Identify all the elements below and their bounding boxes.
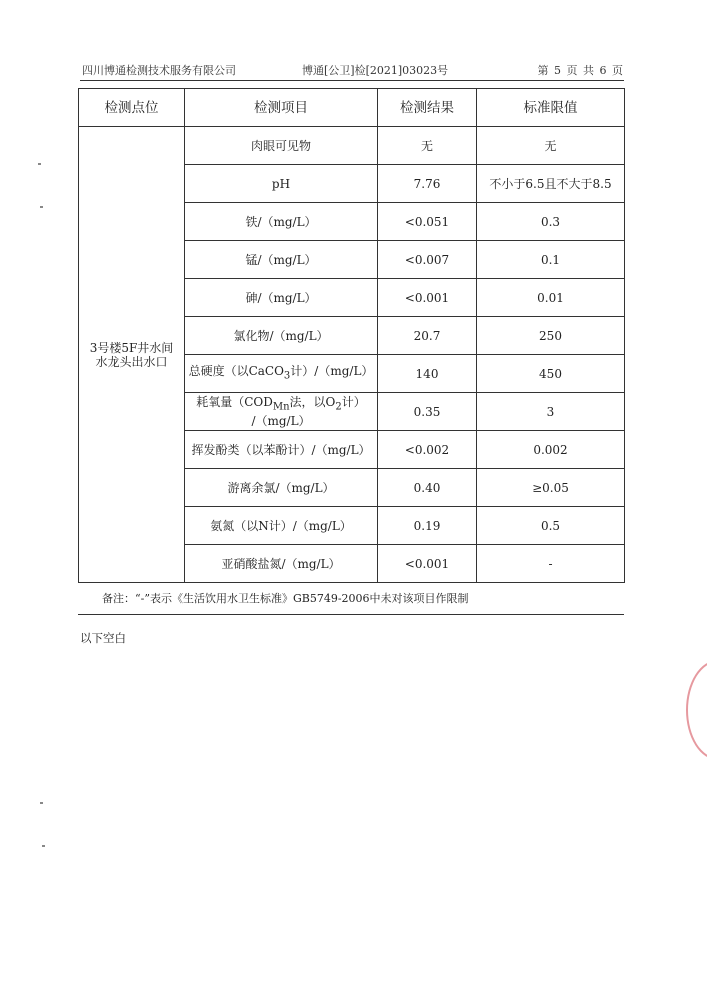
item-cell: 砷/（mg/L） xyxy=(185,279,378,317)
result-cell: <0.002 xyxy=(378,431,477,469)
limit-cell: 0.5 xyxy=(477,507,625,545)
results-table xyxy=(78,88,625,583)
location-line-2: 水龙头出水口 xyxy=(95,354,168,369)
result-cell: 140 xyxy=(378,355,477,393)
result-cell: <0.001 xyxy=(378,545,477,583)
item-cell xyxy=(185,393,378,431)
scan-speck xyxy=(40,802,43,804)
page-header xyxy=(80,62,624,81)
company-name: 四川博通检测技术服务有限公司 xyxy=(82,64,236,77)
limit-cell: 0.3 xyxy=(477,203,625,241)
result-cell: <0.051 xyxy=(378,203,477,241)
result-cell: 0.35 xyxy=(378,393,477,431)
item-cell: 挥发酚类（以苯酚计）/（mg/L） xyxy=(185,431,378,469)
result-cell: 无 xyxy=(378,127,477,165)
limit-cell: 3 xyxy=(477,393,625,431)
item-cell: 游离余氯/（mg/L） xyxy=(185,469,378,507)
end-of-content-text: 以下空白 xyxy=(80,631,126,645)
limit-cell: ≥0.05 xyxy=(477,469,625,507)
remark-row xyxy=(78,580,624,615)
remark-text: 备注：“-”表示《生活饮用水卫生标准》GB5749-2006中未对该项目作限制 xyxy=(102,592,469,605)
header-item: 检测项目 xyxy=(185,89,378,127)
item-text: 总硬度（以CaCO xyxy=(188,363,284,378)
page-number: 第 5 页 共 6 页 xyxy=(537,64,624,77)
table-row xyxy=(79,127,625,165)
item-cell xyxy=(185,355,378,393)
item-cell: 肉眼可见物 xyxy=(185,127,378,165)
item-line-1 xyxy=(185,395,377,414)
table-header-row xyxy=(79,89,625,127)
scan-speck xyxy=(42,845,45,847)
limit-cell: 不小于6.5且不大于8.5 xyxy=(477,165,625,203)
limit-cell: 无 xyxy=(477,127,625,165)
item-cell: 氯化物/（mg/L） xyxy=(185,317,378,355)
scan-speck xyxy=(38,163,41,165)
item-text: 计）/（mg/L） xyxy=(290,363,374,378)
item-subscript: Mn xyxy=(272,401,290,413)
limit-cell: 0.1 xyxy=(477,241,625,279)
result-cell: 0.19 xyxy=(378,507,477,545)
result-cell: <0.001 xyxy=(378,279,477,317)
result-cell: 0.40 xyxy=(378,469,477,507)
header-location: 检测点位 xyxy=(79,89,185,127)
limit-cell: 0.01 xyxy=(477,279,625,317)
header-limit: 标准限值 xyxy=(477,89,625,127)
header-result: 检测结果 xyxy=(378,89,477,127)
item-line-2: /（mg/L） xyxy=(251,414,311,429)
limit-cell: 450 xyxy=(477,355,625,393)
item-cell: 铁/（mg/L） xyxy=(185,203,378,241)
item-cell: 氨氮（以N计）/（mg/L） xyxy=(185,507,378,545)
result-cell: <0.007 xyxy=(378,241,477,279)
limit-cell: 0.002 xyxy=(477,431,625,469)
seal-stamp-icon xyxy=(686,660,707,760)
location-line-1: 3号楼5F井水间 xyxy=(89,340,174,355)
item-cell: 锰/（mg/L） xyxy=(185,241,378,279)
scan-speck xyxy=(40,206,43,208)
item-cell: 亚硝酸盐氮/（mg/L） xyxy=(185,545,378,583)
report-number: 博通[公卫]检[2021]03023号 xyxy=(302,64,449,77)
item-cell: pH xyxy=(185,165,378,203)
sampling-location xyxy=(79,127,185,583)
item-subscript: 2 xyxy=(335,401,342,413)
result-cell: 20.7 xyxy=(378,317,477,355)
limit-cell: 250 xyxy=(477,317,625,355)
item-subscript: 3 xyxy=(283,370,291,382)
result-cell: 7.76 xyxy=(378,165,477,203)
item-text: 法，以O xyxy=(289,394,336,409)
item-text: 计） xyxy=(341,394,366,409)
limit-cell: - xyxy=(477,545,625,583)
item-text: 耗氧量（COD xyxy=(196,394,273,409)
